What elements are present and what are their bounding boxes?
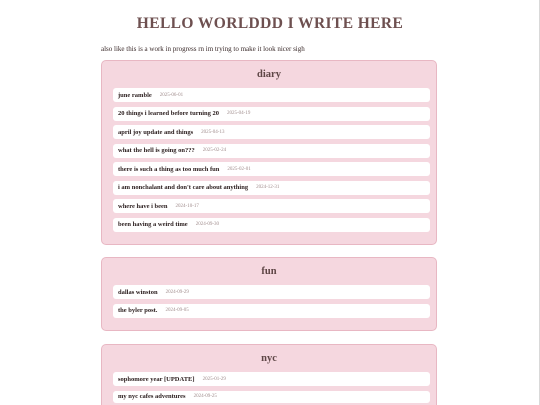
entry-title: there is such a thing as too much fun: [118, 165, 220, 173]
entry-title: june ramble: [118, 91, 152, 99]
entry-date: 2025-01-29: [202, 376, 226, 382]
entry-date: 2024-09-25: [193, 394, 217, 399]
entry-title: dallas winston: [118, 288, 158, 296]
entry-title: sophomore year [UPDATE]: [118, 375, 195, 383]
entry-link[interactable]: [113, 199, 430, 213]
section-title: diary: [257, 69, 281, 80]
section-diary: [101, 60, 437, 245]
entry-link[interactable]: [113, 372, 430, 386]
entry-date: 2025-06-01: [159, 92, 184, 98]
entry-list: [113, 285, 430, 322]
entry-link[interactable]: [113, 125, 430, 139]
entry-list: [113, 88, 430, 236]
site-title: HELLO WORLDDD I WRITE HERE: [136, 15, 404, 32]
entry-list: [113, 372, 430, 405]
entry-link[interactable]: [113, 304, 430, 318]
entry-title: april joy update and things: [118, 128, 194, 136]
entry-date: 2025-02-24: [202, 148, 227, 153]
entry-title: my nyc cafes adventures: [118, 393, 186, 400]
entry-date: 2024-09-29: [165, 289, 189, 295]
entry-link[interactable]: [113, 88, 430, 102]
entry-title: i am nonchalant and don't care about anything: [118, 184, 249, 191]
entry-link[interactable]: [113, 218, 430, 232]
entry-link[interactable]: [113, 107, 430, 121]
intro-text: also like this is a work in progress rn im trying to make it look nicer sigh: [101, 45, 305, 53]
entry-link[interactable]: [113, 391, 430, 403]
entry-link[interactable]: [113, 162, 430, 176]
entry-link[interactable]: [113, 181, 430, 195]
entry-date: 2025-02-01: [227, 166, 251, 172]
entry-date: 2024-12-31: [256, 185, 280, 190]
section-fun: [101, 257, 437, 331]
entry-title: where have i been: [118, 202, 168, 210]
entry-link[interactable]: [113, 285, 430, 299]
entry-title: the byler post.: [118, 307, 158, 314]
entry-link[interactable]: [113, 144, 430, 158]
entry-date: 2025-04-13: [201, 129, 225, 135]
section-title: nyc: [261, 353, 277, 364]
section-nyc: [101, 344, 437, 405]
section-title: fun: [261, 266, 277, 277]
entry-title: 20 things i learned before turning 20: [118, 110, 219, 117]
entry-title: been having a weird time: [118, 221, 188, 228]
entry-date: 2025-04-19: [227, 111, 251, 116]
entry-date: 2024-10-17: [175, 203, 199, 209]
entry-date: 2024-09-05: [165, 308, 189, 313]
entry-date: 2024-09-30: [195, 222, 220, 227]
entry-title: what the hell is going on???: [118, 147, 195, 154]
